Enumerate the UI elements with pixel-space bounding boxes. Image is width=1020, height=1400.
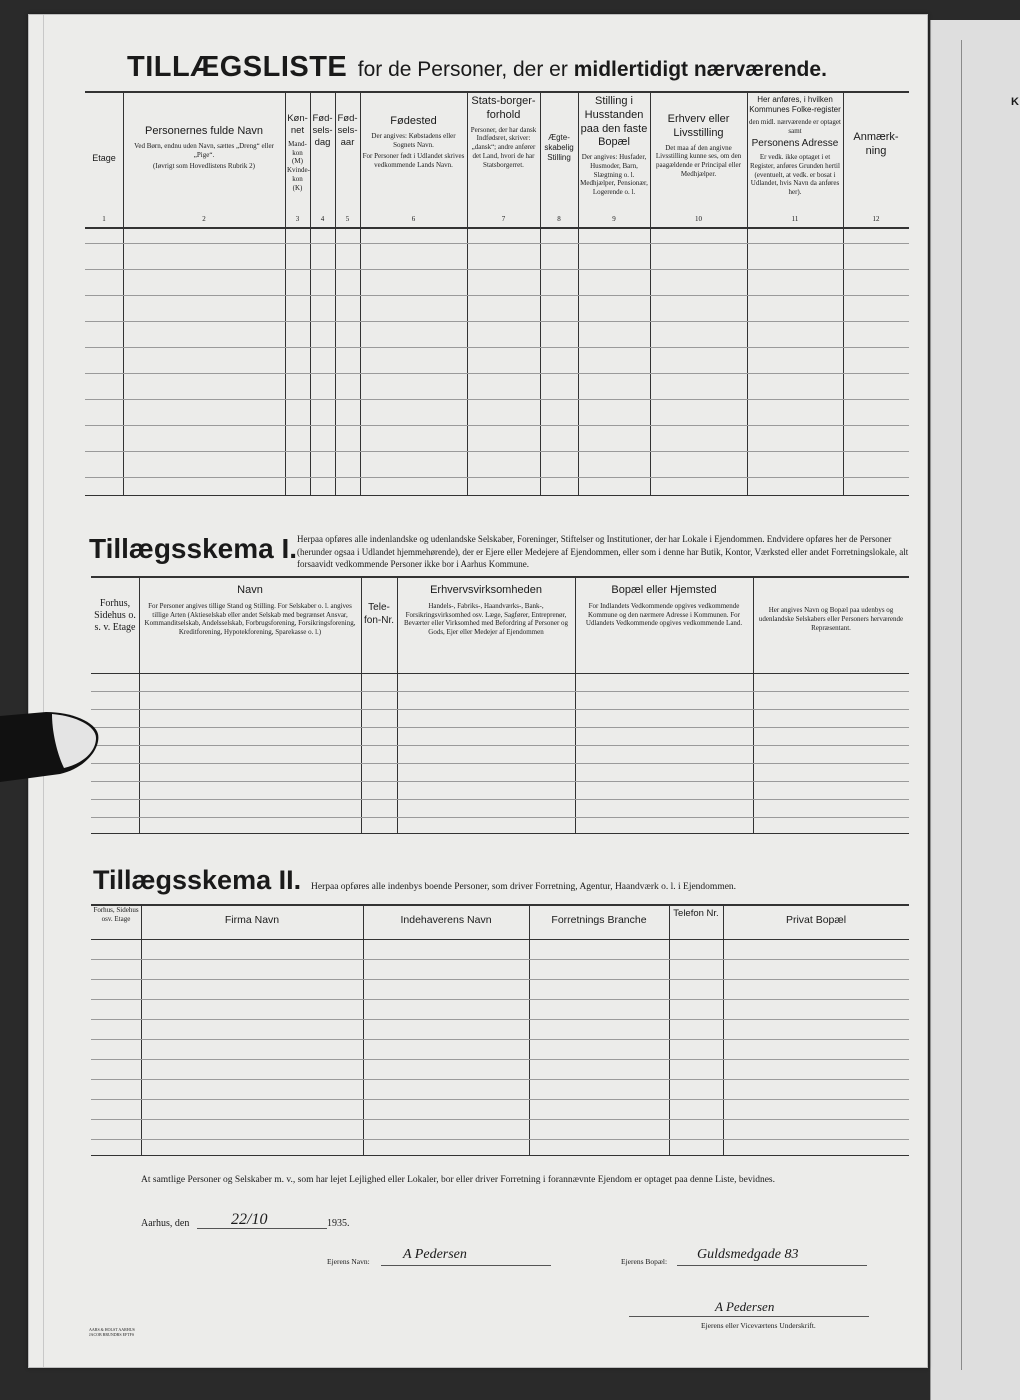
column-title: Ægte-skabelig Stilling	[544, 133, 574, 162]
column-title: Fød-sels-aar	[337, 113, 358, 148]
signature-handwriting: A Pedersen	[715, 1299, 775, 1314]
skema2-bottom-rule	[91, 1155, 909, 1156]
column-title: Anmærk-ning	[853, 131, 899, 157]
row-line	[91, 1019, 909, 1020]
column-title: Forhus, Sidehus osv. Etage	[93, 906, 139, 923]
row-line	[91, 1079, 909, 1080]
column-number: 7	[501, 215, 506, 223]
column-title: Bopæl eller Hjemsted	[611, 584, 717, 596]
page-title	[127, 51, 827, 84]
column-title-2: Personens Adresse	[751, 137, 839, 149]
row-line	[91, 799, 909, 800]
column-title: Køn-net	[287, 113, 308, 136]
column-header	[143, 914, 361, 927]
row-line	[85, 295, 909, 296]
column-note: Personer, der har dansk Indfødsret, skriver: „dansk“; andre anfører det Land, hvori de har Statsborgerret.	[470, 125, 537, 169]
column-note: Ved Børn, endnu uden Navn, sættes „Dreng“ eller „Pige“.	[134, 141, 274, 159]
year-text: 1935.	[327, 1218, 350, 1229]
place-label: Aarhus, den	[141, 1218, 190, 1229]
column-note-2: For Personer født i Udlandet skrives vedkommende Lands Navn.	[362, 152, 465, 169]
row-line	[91, 1119, 909, 1120]
column-header	[467, 95, 540, 169]
column-note: Der angives: Husfader, Husmoder, Barn, Slægtning o. l. Medhjælper, Pensionær, Logerende o. l.	[580, 153, 648, 196]
column-header	[531, 914, 667, 927]
row-line	[85, 477, 909, 478]
column-number: 5	[345, 215, 350, 223]
column-title: Firma Navn	[224, 914, 280, 926]
column-note-2: (Iøvrigt som Hovedlistens Rubrik 2)	[153, 162, 255, 171]
column-title: Telefon Nr.	[673, 908, 719, 919]
column-divider	[335, 91, 336, 495]
owner-address-line	[677, 1265, 867, 1266]
column-header	[365, 914, 527, 927]
column-title: Stilling i Husstanden paa den faste Bopæl	[580, 95, 648, 149]
column-divider	[139, 576, 140, 833]
skema1-top-rule	[91, 576, 909, 578]
row-line	[85, 399, 909, 400]
column-title: Her anføres, i hvilken Kommunes Folke-register	[749, 95, 841, 114]
column-divider	[575, 576, 576, 833]
row-line	[91, 1039, 909, 1040]
column-note: Det maa af den angivne Livsstilling kunne ses, om den paagældende er Principal eller Medhjælper.	[655, 143, 742, 178]
table-top-rule	[85, 91, 909, 93]
column-title: Indehaverens Navn	[400, 914, 492, 926]
column-divider	[361, 576, 362, 833]
owner-name-label: Ejerens Navn:	[327, 1257, 370, 1266]
row-line	[85, 243, 909, 244]
row-line	[91, 959, 909, 960]
row-line	[85, 451, 909, 452]
column-note: den midl. nærværende er optaget samt	[749, 118, 841, 135]
column-header	[400, 584, 572, 637]
column-header	[843, 95, 909, 159]
row-line	[91, 817, 909, 818]
column-title: Erhverv eller Livsstilling	[667, 113, 730, 139]
column-header	[285, 95, 310, 192]
owner-address-label: Ejerens Bopæl:	[621, 1257, 668, 1266]
column-note: Handels-, Fabriks-, Haandværks-, Bank-, Forsikringsvirksomhed osv. Læge, Sagfører, Entreprenør, Beværter eller Virksomhed med Befordring af Personer og Gods, Ejer eller Medejer af Ejendommen	[403, 601, 569, 636]
row-line	[91, 979, 909, 980]
column-divider	[363, 904, 364, 1155]
column-title: Fød-sels-dag	[312, 113, 333, 148]
column-header	[85, 95, 123, 164]
column-divider	[397, 576, 398, 833]
row-line	[91, 1099, 909, 1100]
column-header	[93, 906, 139, 924]
column-header	[671, 908, 721, 920]
column-title: Navn	[237, 584, 263, 596]
row-line	[85, 269, 909, 270]
column-note: For Indlandets Vedkommende opgives vedkommende Kommune og den nærmere Adresse i Kommunen. For Udlandets Vedkommende opgives vedkommende Land.	[585, 601, 743, 628]
column-header	[747, 95, 843, 197]
column-note: Mand-kon (M) Kvinde-kon (K)	[287, 139, 310, 192]
skema2-title: Tillægsskema II.	[93, 865, 302, 895]
row-line	[85, 347, 909, 348]
column-number: 1	[102, 215, 106, 223]
column-header	[540, 95, 578, 163]
skema2-top-rule	[91, 904, 909, 906]
column-title: Stats-borger-forhold	[471, 95, 536, 121]
skema1-bottom-rule	[91, 833, 909, 834]
table-bottom-rule	[85, 495, 909, 496]
column-note: For Personer angives tillige Stand og Stilling. For Selskaber o. l. angives tillige Arten (Aktieselskab eller andet Selskab med begrænset Ansvar, Kommanditselskab, Andelsselskab, Forbrugsforening, Forsikringsforening, Kreditforening, Hypotekforening, Sparekasse o. l.)	[144, 601, 356, 636]
column-header	[142, 584, 358, 637]
column-title: Forretnings Branche	[551, 914, 647, 926]
attestation-statement: At samtlige Personer og Selskaber m. v., som har lejet Lejlighed eller Lokaler, bor eller driver Forretning i forannævnte Ejendom er optaget paa denne Liste, bevidnes.	[141, 1175, 775, 1185]
row-line	[91, 727, 909, 728]
column-number: 6	[411, 215, 416, 223]
signature-line	[629, 1316, 869, 1317]
row-line	[85, 321, 909, 322]
skema1-header-rule	[91, 673, 909, 674]
column-header	[578, 584, 750, 628]
column-header	[364, 584, 394, 627]
skema1-description: Herpaa opføres alle indenlandske og udenlandske Selskaber, Foreninger, Stiftelser og Institutioner, der har Lokale i Ejendommen. Endvidere opføres her de Personer (herunder ogsaa i Udlandet hjemmehørende), der er Ejere eller Medejere af Ejendommen, eller som i denne har Butik, Kontor, Værksted eller andet Forretningslokale, alt forsaavidt vedkommende Personer ikke bor i Aarhus Kommune.	[297, 534, 909, 570]
handwritten-date: 22/10	[231, 1211, 268, 1228]
row-line	[85, 373, 909, 374]
row-line	[91, 691, 909, 692]
column-header	[756, 584, 906, 632]
column-note-2: Er vedk. ikke optaget i et Register, anføres Grunden hertil (eventuelt, at vedk. er bosat i Udlandet, hvis Navn da anføres her).	[750, 153, 840, 196]
column-number: 11	[791, 215, 799, 223]
signature-label: Ejerens eller Viceværtens Underskrift.	[701, 1321, 816, 1330]
column-number: 12	[872, 215, 880, 223]
column-number: 9	[612, 215, 616, 223]
column-divider	[669, 904, 670, 1155]
column-divider	[753, 576, 754, 833]
title-main: TILLÆGSLISTE	[127, 51, 348, 83]
column-title: Tele-fon-Nr.	[364, 602, 395, 626]
row-line	[91, 999, 909, 1000]
column-number: 4	[320, 215, 325, 223]
skema1-title: Tillægsskema I.	[89, 533, 298, 564]
row-line	[91, 781, 909, 782]
column-header	[725, 914, 907, 927]
column-number: 10	[695, 215, 702, 223]
owner-address-handwriting: Guldsmedgade 83	[697, 1247, 799, 1262]
column-title: Erhvervsvirksomheden	[430, 584, 542, 596]
skema2-description: Herpaa opføres alle indenbys boende Personer, som driver Forretning, Agentur, Haandværk o. l. i Ejendommen.	[311, 882, 737, 892]
column-title: Personernes fulde Navn	[144, 125, 263, 137]
row-line	[91, 745, 909, 746]
column-divider	[529, 904, 530, 1155]
adjacent-page: K	[930, 20, 1020, 1400]
column-header	[578, 95, 650, 197]
skema2-header-rule	[91, 939, 909, 940]
column-header	[94, 584, 136, 634]
column-divider	[310, 91, 311, 495]
column-number: 8	[557, 215, 561, 223]
column-title: Fødested	[390, 115, 437, 127]
column-title: Etage	[92, 153, 116, 163]
column-title: Forhus, Sidehus o. s. v. Etage	[94, 598, 136, 633]
column-header	[335, 95, 360, 149]
column-note: Her angives Navn og Bopæl paa udenbys og udenlandske Selskabers eller Personers herværende Repræsentant.	[758, 606, 904, 632]
title-rest: for de Personer, der er	[357, 58, 574, 81]
column-divider	[723, 904, 724, 1155]
column-title: Privat Bopæl	[785, 914, 847, 926]
column-number: 3	[295, 215, 300, 223]
row-line	[85, 425, 909, 426]
column-header	[360, 95, 467, 170]
thumb-finger	[0, 712, 100, 782]
form-page	[28, 14, 928, 1368]
column-number: 2	[202, 215, 206, 223]
printer-imprint: AARS & HOLST AARHUS JACOB BRUNDRS EFTFS	[89, 1327, 135, 1338]
title-rest-bold: midlertidigt nærværende.	[573, 58, 827, 81]
column-header	[650, 95, 747, 179]
row-line	[91, 1059, 909, 1060]
owner-name-handwriting: A Pedersen	[403, 1247, 467, 1262]
row-line	[91, 709, 909, 710]
row-line	[91, 1139, 909, 1140]
table-header-rule	[85, 227, 909, 229]
row-line	[91, 763, 909, 764]
column-header	[123, 95, 285, 171]
column-divider	[141, 904, 142, 1155]
column-header	[310, 95, 335, 149]
owner-name-line	[381, 1265, 551, 1266]
column-note: Der angives: Købstadens eller Sognets Navn.	[371, 131, 456, 149]
